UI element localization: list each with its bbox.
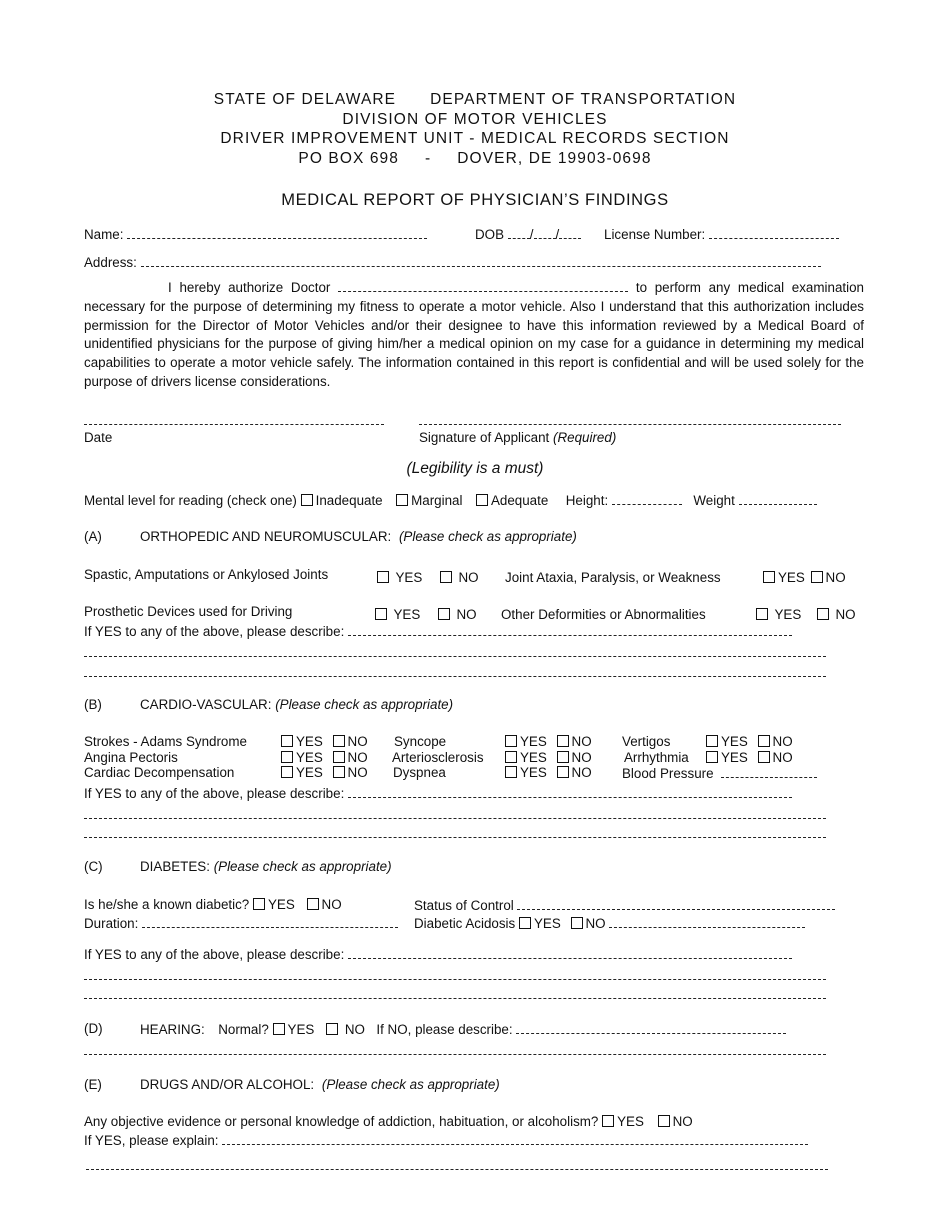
no-label: NO — [344, 1022, 365, 1037]
joint-ataxia-label: Joint Ataxia, Paralysis, or Weakness — [505, 570, 721, 585]
marginal-checkbox[interactable] — [396, 494, 408, 506]
city-state-zip: DOVER, DE 19903-0698 — [457, 150, 652, 167]
spastic-label: Spastic, Amputations or Ankylosed Joints — [84, 567, 329, 582]
angina-no-checkbox[interactable] — [333, 751, 345, 763]
hearing-yes-checkbox[interactable] — [273, 1023, 285, 1035]
signature-field[interactable] — [419, 424, 841, 425]
no-label: NO — [825, 570, 846, 585]
signature-label-row — [419, 431, 616, 444]
arrhythmia-yes-checkbox[interactable] — [706, 751, 718, 763]
section-c-describe-label: If YES to any of the above, please describe: — [84, 947, 345, 962]
section-a-note: (Please check as appropriate) — [398, 529, 577, 544]
prosthetic-yes-checkbox[interactable] — [375, 608, 387, 620]
strokes-no-checkbox[interactable] — [333, 735, 345, 747]
section-c-describe-field[interactable] — [348, 947, 792, 959]
section-d-title: HEARING: — [140, 1022, 205, 1037]
section-b-title: CARDIO-VASCULAR: — [140, 697, 272, 712]
yes-label: YES — [533, 916, 561, 931]
department-name: DEPARTMENT OF TRANSPORTATION — [430, 91, 737, 108]
arrhythmia-no-checkbox[interactable] — [758, 751, 770, 763]
known-diabetic-row — [84, 898, 342, 911]
license-row — [604, 227, 839, 241]
section-e-heading — [140, 1078, 500, 1091]
normal-label: Normal? — [218, 1022, 269, 1037]
dob-row: DOB / / — [475, 227, 581, 241]
yes-label: YES — [296, 765, 323, 780]
po-box: PO BOX 698 — [298, 150, 399, 167]
yes-label: YES — [268, 897, 295, 912]
yes-label: YES — [393, 607, 421, 622]
section-c-describe-row — [84, 947, 792, 961]
arteriosclerosis-label: Arteriosclerosis — [392, 750, 484, 765]
joint-ataxia-options — [763, 571, 846, 584]
yes-label: YES — [395, 570, 423, 585]
section-d-extra-line[interactable] — [84, 1054, 826, 1055]
joint-ataxia-yes-checkbox[interactable] — [763, 571, 775, 583]
no-label: NO — [772, 750, 793, 765]
section-a-extra-line-2[interactable] — [84, 676, 826, 677]
section-e-note: (Please check as appropriate) — [321, 1077, 500, 1092]
date-label: Date — [84, 430, 113, 445]
cardiac-label: Cardiac Decompensation — [84, 765, 235, 780]
addiction-row — [84, 1115, 693, 1128]
no-label: NO — [672, 1114, 693, 1129]
division-name: DIVISION OF MOTOR VEHICLES — [342, 111, 608, 128]
section-d-letter: (D) — [84, 1021, 103, 1036]
spastic-options — [377, 571, 479, 584]
no-label: NO — [347, 765, 368, 780]
spastic-no-checkbox[interactable] — [440, 571, 452, 583]
addiction-no-checkbox[interactable] — [658, 1115, 670, 1127]
vertigos-label: Vertigos — [622, 734, 671, 749]
section-a-describe-field[interactable] — [348, 624, 792, 636]
arteriosclerosis-no-checkbox[interactable] — [557, 751, 569, 763]
status-control-label: Status of Control — [414, 898, 514, 913]
section-b-letter: (B) — [84, 697, 102, 712]
date-field[interactable] — [84, 424, 384, 425]
acidosis-no-checkbox[interactable] — [571, 917, 583, 929]
weight-label: Weight — [693, 493, 735, 508]
spastic-yes-checkbox[interactable] — [377, 571, 389, 583]
section-b-heading — [140, 698, 453, 711]
name-label: Name: — [84, 227, 124, 242]
yes-label: YES — [296, 750, 323, 765]
prosthetic-options — [375, 608, 477, 621]
dyspnea-no-checkbox[interactable] — [557, 766, 569, 778]
arrhythmia-options — [706, 751, 793, 764]
if-no-label: If NO, please describe: — [376, 1022, 513, 1037]
blood-pressure-field[interactable] — [721, 766, 817, 778]
no-label: NO — [835, 607, 856, 622]
dob-year-field[interactable] — [559, 227, 581, 239]
legibility-note: (Legibility is a must) — [406, 460, 544, 477]
section-c-extra-line-2[interactable] — [84, 998, 826, 999]
adequate-label: Adequate — [490, 493, 549, 508]
addiction-yes-checkbox[interactable] — [602, 1115, 614, 1127]
arteriosclerosis-yes-checkbox[interactable] — [505, 751, 517, 763]
section-b-extra-line-1[interactable] — [84, 818, 826, 819]
inadequate-checkbox[interactable] — [301, 494, 313, 506]
yes-label: YES — [287, 1022, 315, 1037]
duration-field[interactable] — [142, 916, 398, 928]
no-label: NO — [585, 916, 606, 931]
license-label: License Number: — [604, 227, 706, 242]
status-control-row — [414, 898, 835, 912]
cardiac-no-checkbox[interactable] — [333, 766, 345, 778]
vertigos-options — [706, 735, 793, 748]
duration-row — [84, 916, 398, 930]
section-a-describe-row — [84, 624, 792, 638]
deformities-options — [756, 608, 856, 621]
section-c-heading — [140, 860, 392, 873]
yes-label: YES — [520, 750, 547, 765]
arrhythmia-label: Arrhythmia — [624, 750, 689, 765]
known-diabetic-yes-checkbox[interactable] — [253, 898, 265, 910]
angina-yes-checkbox[interactable] — [281, 751, 293, 763]
header-line-1 — [0, 92, 950, 108]
address-label: Address: — [84, 255, 137, 270]
explain-field[interactable] — [222, 1133, 808, 1145]
section-b-extra-line-2[interactable] — [84, 837, 826, 838]
yes-label: YES — [774, 607, 802, 622]
section-d-row — [140, 1022, 786, 1036]
hearing-no-checkbox[interactable] — [326, 1023, 338, 1035]
dob-day-field[interactable] — [534, 227, 556, 239]
section-c-extra-line-1[interactable] — [84, 979, 826, 980]
deformities-yes-checkbox[interactable] — [756, 608, 768, 620]
no-label: NO — [456, 607, 477, 622]
mailing-address — [0, 151, 950, 167]
known-diabetic-label: Is he/she a known diabetic? — [84, 897, 250, 912]
status-control-field[interactable] — [517, 898, 835, 910]
syncope-options — [505, 735, 592, 748]
section-a-letter: (A) — [84, 529, 102, 544]
angina-label: Angina Pectoris — [84, 750, 178, 765]
dob-month-field[interactable] — [508, 227, 530, 239]
strokes-label: Strokes - Adams Syndrome — [84, 734, 247, 749]
dyspnea-label: Dyspnea — [393, 765, 446, 780]
addiction-question: Any objective evidence or personal knowledge of addiction, habituation, or alcoholism? — [84, 1114, 599, 1129]
section-b-describe-label: If YES to any of the above, please describe: — [84, 786, 345, 801]
name-field[interactable] — [127, 227, 427, 239]
section-c-letter: (C) — [84, 859, 103, 874]
explain-row — [84, 1133, 808, 1147]
acidosis-field[interactable] — [609, 916, 805, 928]
syncope-yes-checkbox[interactable] — [505, 735, 517, 747]
no-label: NO — [321, 897, 342, 912]
authorization-text-rest: to perform any medical examination necessary for the purpose of determining my fitness to operate a motor vehicle. Also I understand that this authorization includes permission for the Director of Motor Vehicles and/or their designee to have this information reviewed by a Medical Board of unidentified physicians for the purpose of giving him/her a medical opinion on my case for a guidance in determining my medical capabilities to operate a motor vehicle safely. The information contained in this report is confidential and will be used solely for the purpose of drivers license considerations. — [84, 280, 864, 389]
section-a-heading — [140, 530, 577, 543]
section-a-title: ORTHOPEDIC AND NEUROMUSCULAR: — [140, 529, 392, 544]
acidosis-label: Diabetic Acidosis — [414, 916, 516, 931]
no-label: NO — [571, 765, 592, 780]
section-a-describe-label: If YES to any of the above, please describe: — [84, 624, 345, 639]
no-label: NO — [571, 734, 592, 749]
acidosis-row — [414, 916, 805, 930]
prosthetic-label: Prosthetic Devices used for Driving — [84, 604, 293, 619]
section-e-extra-line[interactable] — [86, 1169, 828, 1170]
vertigos-no-checkbox[interactable] — [758, 735, 770, 747]
yes-label: YES — [520, 765, 547, 780]
address-row — [84, 255, 821, 269]
no-label: NO — [347, 750, 368, 765]
cardiac-options — [281, 766, 368, 779]
strokes-yes-checkbox[interactable] — [281, 735, 293, 747]
yes-label: YES — [778, 570, 805, 585]
weight-field[interactable] — [739, 493, 817, 505]
marginal-label: Marginal — [411, 493, 463, 508]
section-b-describe-field[interactable] — [348, 786, 792, 798]
section-b-describe-row — [84, 786, 792, 800]
hearing-describe-field[interactable] — [516, 1022, 786, 1034]
yes-label: YES — [721, 734, 748, 749]
section-c-note: (Please check as appropriate) — [213, 859, 392, 874]
authorization-paragraph — [84, 279, 864, 392]
blood-pressure-label: Blood Pressure — [622, 766, 714, 781]
height-field[interactable] — [612, 493, 682, 505]
unit-name: DRIVER IMPROVEMENT UNIT - MEDICAL RECORDS SECTION — [220, 130, 730, 147]
mental-level-row — [84, 493, 817, 507]
joint-ataxia-no-checkbox[interactable] — [811, 571, 823, 583]
signature-label: Signature of Applicant — [419, 430, 550, 445]
syncope-label: Syncope — [394, 734, 447, 749]
deformities-label: Other Deformities or Abnormalities — [501, 607, 706, 622]
yes-label: YES — [520, 734, 547, 749]
section-b-note: (Please check as appropriate) — [275, 697, 454, 712]
inadequate-label: Inadequate — [315, 493, 383, 508]
prosthetic-no-checkbox[interactable] — [438, 608, 450, 620]
section-e-title: DRUGS AND/OR ALCOHOL: — [140, 1077, 315, 1092]
section-a-extra-line-1[interactable] — [84, 656, 826, 657]
arteriosclerosis-options — [505, 751, 592, 764]
yes-label: YES — [296, 734, 323, 749]
height-label: Height: — [565, 493, 609, 508]
deformities-no-checkbox[interactable] — [817, 608, 829, 620]
known-diabetic-no-checkbox[interactable] — [307, 898, 319, 910]
signature-required-note: (Required) — [553, 430, 617, 445]
blood-pressure-row — [622, 766, 817, 780]
name-row — [84, 227, 427, 241]
dyspnea-options — [505, 766, 592, 779]
no-label: NO — [571, 750, 592, 765]
yes-label: YES — [721, 750, 748, 765]
vertigos-yes-checkbox[interactable] — [706, 735, 718, 747]
section-c-title: DIABETES: — [140, 859, 210, 874]
cardiac-yes-checkbox[interactable] — [281, 766, 293, 778]
adequate-checkbox[interactable] — [476, 494, 488, 506]
acidosis-yes-checkbox[interactable] — [519, 917, 531, 929]
mental-level-label: Mental level for reading (check one) — [84, 493, 297, 508]
section-e-letter: (E) — [84, 1077, 102, 1092]
license-number-field[interactable] — [709, 227, 839, 239]
yes-label: YES — [617, 1114, 644, 1129]
explain-label: If YES, please explain: — [84, 1133, 219, 1148]
address-field[interactable] — [141, 255, 821, 267]
address-separator: - — [425, 150, 432, 167]
state-name: STATE OF DELAWARE — [213, 91, 397, 108]
strokes-options — [281, 735, 368, 748]
dyspnea-yes-checkbox[interactable] — [505, 766, 517, 778]
dob-label: DOB — [475, 227, 505, 242]
duration-label: Duration: — [84, 916, 139, 931]
page-title: MEDICAL REPORT OF PHYSICIAN’S FINDINGS — [281, 191, 669, 209]
syncope-no-checkbox[interactable] — [557, 735, 569, 747]
no-label: NO — [347, 734, 368, 749]
doctor-name-field[interactable] — [338, 280, 628, 292]
angina-options — [281, 751, 368, 764]
no-label: NO — [458, 570, 479, 585]
authorization-text-start: I hereby authorize Doctor — [168, 280, 331, 295]
no-label: NO — [772, 734, 793, 749]
